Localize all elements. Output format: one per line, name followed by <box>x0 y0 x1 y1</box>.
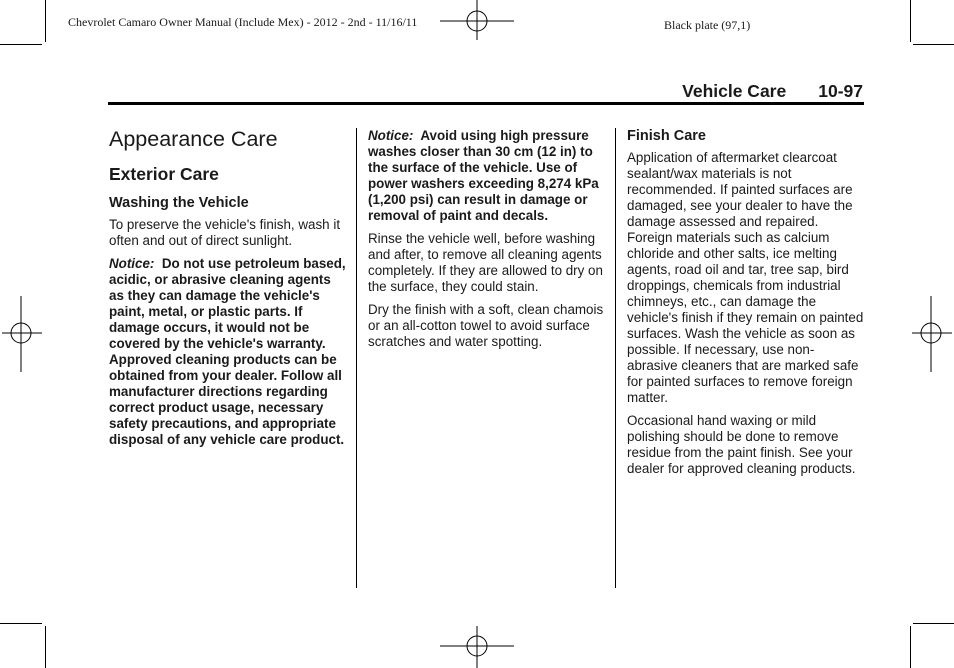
notice-label: Notice: <box>109 256 155 271</box>
finish-paragraph: Application of aftermarket clearcoat sealant/wax materials is not recommended. If painted surfaces are damaged, see your dealer to have the damage assessed and repaired. Foreign materials such as calcium chloride and other salts, ice melting agents, road oil and tar, tree sap, bird droppings, chemicals from industrial chimneys, etc., can damage the vehicle's finish if they remain on painted surfaces. Wash the vehicle as soon as possible. If necessary, use non-abrasive cleaners that are marked safe for painted surfaces to remove foreign matter. <box>627 150 864 405</box>
registration-mark-top <box>440 0 516 44</box>
column-3 <box>627 127 864 484</box>
crop-mark-top-left-h <box>0 44 42 45</box>
notice-paragraph <box>368 128 604 224</box>
page-title: Appearance Care <box>109 127 278 151</box>
crop-mark-top-left-v <box>45 0 46 42</box>
waxing-paragraph: Occasional hand waxing or mild polishing should be done to remove residue from the paint finish. See your dealer for approved cleaning products. <box>627 413 856 476</box>
crop-mark-top-right-h <box>913 44 954 45</box>
registration-mark-bottom <box>440 624 516 668</box>
registration-mark-left <box>0 296 44 372</box>
column-rule-1 <box>356 128 357 588</box>
notice-text: Avoid using high pressure washes closer than 30 cm (12 in) to the surface of the vehicle. Use of power washers exceeding 8,274 kPa (1,200 psi) can result in damage or removal of paint and decals. <box>368 128 599 223</box>
notice-text: Do not use petroleum based, acidic, or abrasive cleaning agents as they can damage the vehicle's paint, metal, or plastic parts. If damage occurs, it would not be covered by the vehicle's warranty. Approved cleaning products can be obtained from your dealer. Follow all manufacturer directions regarding correct product usage, necessary safety precautions, and appropriate disposal of any vehicle care product. <box>109 256 346 447</box>
subsection-title: Finish Care <box>627 128 706 144</box>
header-rule <box>108 102 864 105</box>
column-1 <box>109 126 347 455</box>
crop-mark-bottom-left-h <box>0 623 42 624</box>
header-page-number: 10-97 <box>818 81 863 101</box>
subsection-title: Washing the Vehicle <box>109 195 249 211</box>
running-header <box>560 80 863 102</box>
section-title: Exterior Care <box>109 164 219 184</box>
crop-mark-top-right-v <box>910 0 911 42</box>
print-slug: Chevrolet Camaro Owner Manual (Include Mex) - 2012 - 2nd - 11/16/11 <box>68 15 418 29</box>
crop-mark-bottom-left-v <box>45 626 46 668</box>
crop-mark-bottom-right-v <box>910 626 911 668</box>
intro-paragraph: To preserve the vehicle's finish, wash it often and out of direct sunlight. <box>109 217 341 248</box>
crop-mark-bottom-right-h <box>913 623 954 624</box>
column-rule-2 <box>615 128 616 588</box>
header-section: Vehicle Care <box>682 81 787 101</box>
notice-label: Notice: <box>368 128 414 143</box>
registration-mark-right <box>910 296 954 372</box>
plate-label: Black plate (97,1) <box>664 18 751 32</box>
column-2 <box>368 128 604 357</box>
notice-paragraph <box>109 256 347 448</box>
rinse-paragraph: Rinse the vehicle well, before washing and after, to remove all cleaning agents completely. If they are allowed to dry on the surface, they could stain. <box>368 231 603 294</box>
dry-paragraph: Dry the finish with a soft, clean chamois or an all-cotton towel to avoid surface scratches and water spotting. <box>368 302 604 349</box>
